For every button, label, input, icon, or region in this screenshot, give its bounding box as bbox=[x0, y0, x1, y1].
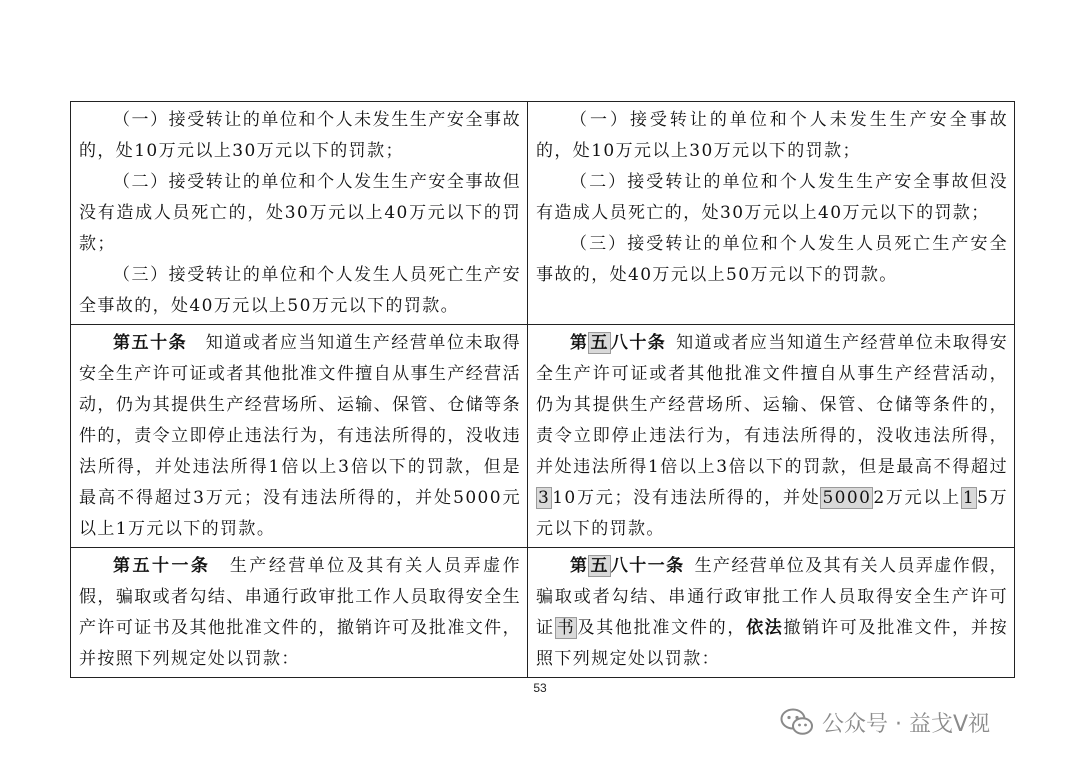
article-body: 及其他批准文件的， bbox=[577, 618, 747, 638]
paragraph: （二）接受转让的单位和个人发生生产安全事故但没有造成人员死亡的，处30万元以上40万元以下的罚款； bbox=[79, 172, 521, 254]
table-cell-new bbox=[528, 102, 1015, 325]
paragraph: （一）接受转让的单位和个人未发生生产安全事故的，处10万元以上30万元以下的罚款； bbox=[536, 110, 1008, 161]
article-body: 知道或者应当知道生产经营单位未取得安全生产许可证或者其他批准文件擅自从事生产经营活动，仍为其提供生产经营场所、运输、保管、仓储等条件的，责令立即停止违法行为，有违法所得的，没收违法所得，并处违法所得1倍以上3倍以下的罚款，但是最高不得超过 bbox=[536, 333, 1009, 477]
article-heading: 第五十条 bbox=[113, 333, 188, 353]
revision-highlight: 五 bbox=[590, 556, 609, 576]
table-cell-old bbox=[71, 102, 528, 325]
revision-highlight: 1 bbox=[962, 488, 976, 508]
article-heading: 第 五 八十条 bbox=[570, 333, 667, 353]
paragraph: （三）接受转让的单位和个人发生人员死亡生产安全事故的，处40万元以上50万元以下的罚款。 bbox=[536, 234, 1008, 285]
article-paragraph bbox=[79, 328, 521, 545]
revision-highlight: 3 bbox=[538, 488, 551, 508]
wechat-icon bbox=[780, 707, 814, 737]
table-cell-old bbox=[71, 548, 528, 678]
watermark bbox=[780, 704, 990, 740]
watermark-text: 公众号 · 益戈V视 bbox=[822, 711, 991, 737]
table-row bbox=[71, 102, 1015, 325]
revision-highlight: 书 bbox=[556, 618, 576, 638]
table-row bbox=[71, 548, 1015, 678]
article-body: 撤销许可及批准文件，并按照下列规定处以罚款： bbox=[536, 618, 1008, 669]
article-body: 生产经营单位及其有关人员弄虚作假，骗取或者勾结、串通行政审批工作人员取得安全生产许可证书及其他批准文件的，撤销许可及批准文件，并按照下列规定处以罚款： bbox=[79, 556, 522, 669]
revision-highlight: 5000 bbox=[822, 488, 872, 508]
bold-insertion: 依法 bbox=[746, 618, 784, 638]
article-body: 10万元；没有违法所得的，并处 bbox=[552, 488, 821, 508]
article-body: 5万元以下的罚款。 bbox=[536, 488, 1008, 539]
paragraph: （三）接受转让的单位和个人发生人员死亡生产安全事故的，处40万元以上50万元以下的罚款。 bbox=[79, 265, 521, 316]
paragraph: （二）接受转让的单位和个人发生生产安全事故但没有造成人员死亡的，处30万元以上40万元以下的罚款； bbox=[536, 172, 1008, 223]
article-paragraph bbox=[79, 551, 521, 675]
paragraph: （一）接受转让的单位和个人未发生生产安全事故的，处10万元以上30万元以下的罚款； bbox=[79, 110, 521, 161]
article-body: 知道或者应当知道生产经营单位未取得安全生产许可证或者其他批准文件擅自从事生产经营活动，仍为其提供生产经营场所、运输、保管、仓储等条件的，责令立即停止违法行为，有违法所得的，没收违法所得，并处违法所得1倍以上3倍以下的罚款，但是最高不得超过3万元；没有违法所得的，并处5000元以上1万元以下的罚款。 bbox=[79, 333, 521, 539]
table-cell-new bbox=[528, 325, 1015, 548]
article-paragraph bbox=[536, 328, 1008, 545]
article-body: 生产经营单位及其有关人员弄虚作假，骗取或者勾结、串通行政审批工作人员取得安全生产许可证 bbox=[536, 556, 1008, 638]
page-number: 53 bbox=[533, 681, 547, 695]
comparison-table bbox=[70, 101, 1015, 678]
article-heading: 第 五 八十一条 bbox=[570, 556, 685, 576]
article-paragraph bbox=[536, 551, 1008, 675]
table-cell-new bbox=[528, 548, 1015, 678]
article-body: 2万元以上 bbox=[873, 488, 961, 508]
table-row bbox=[71, 325, 1015, 548]
article-heading: 第五十一条 bbox=[113, 556, 211, 576]
revision-highlight: 五 bbox=[590, 333, 609, 353]
table-cell-old bbox=[71, 325, 528, 548]
